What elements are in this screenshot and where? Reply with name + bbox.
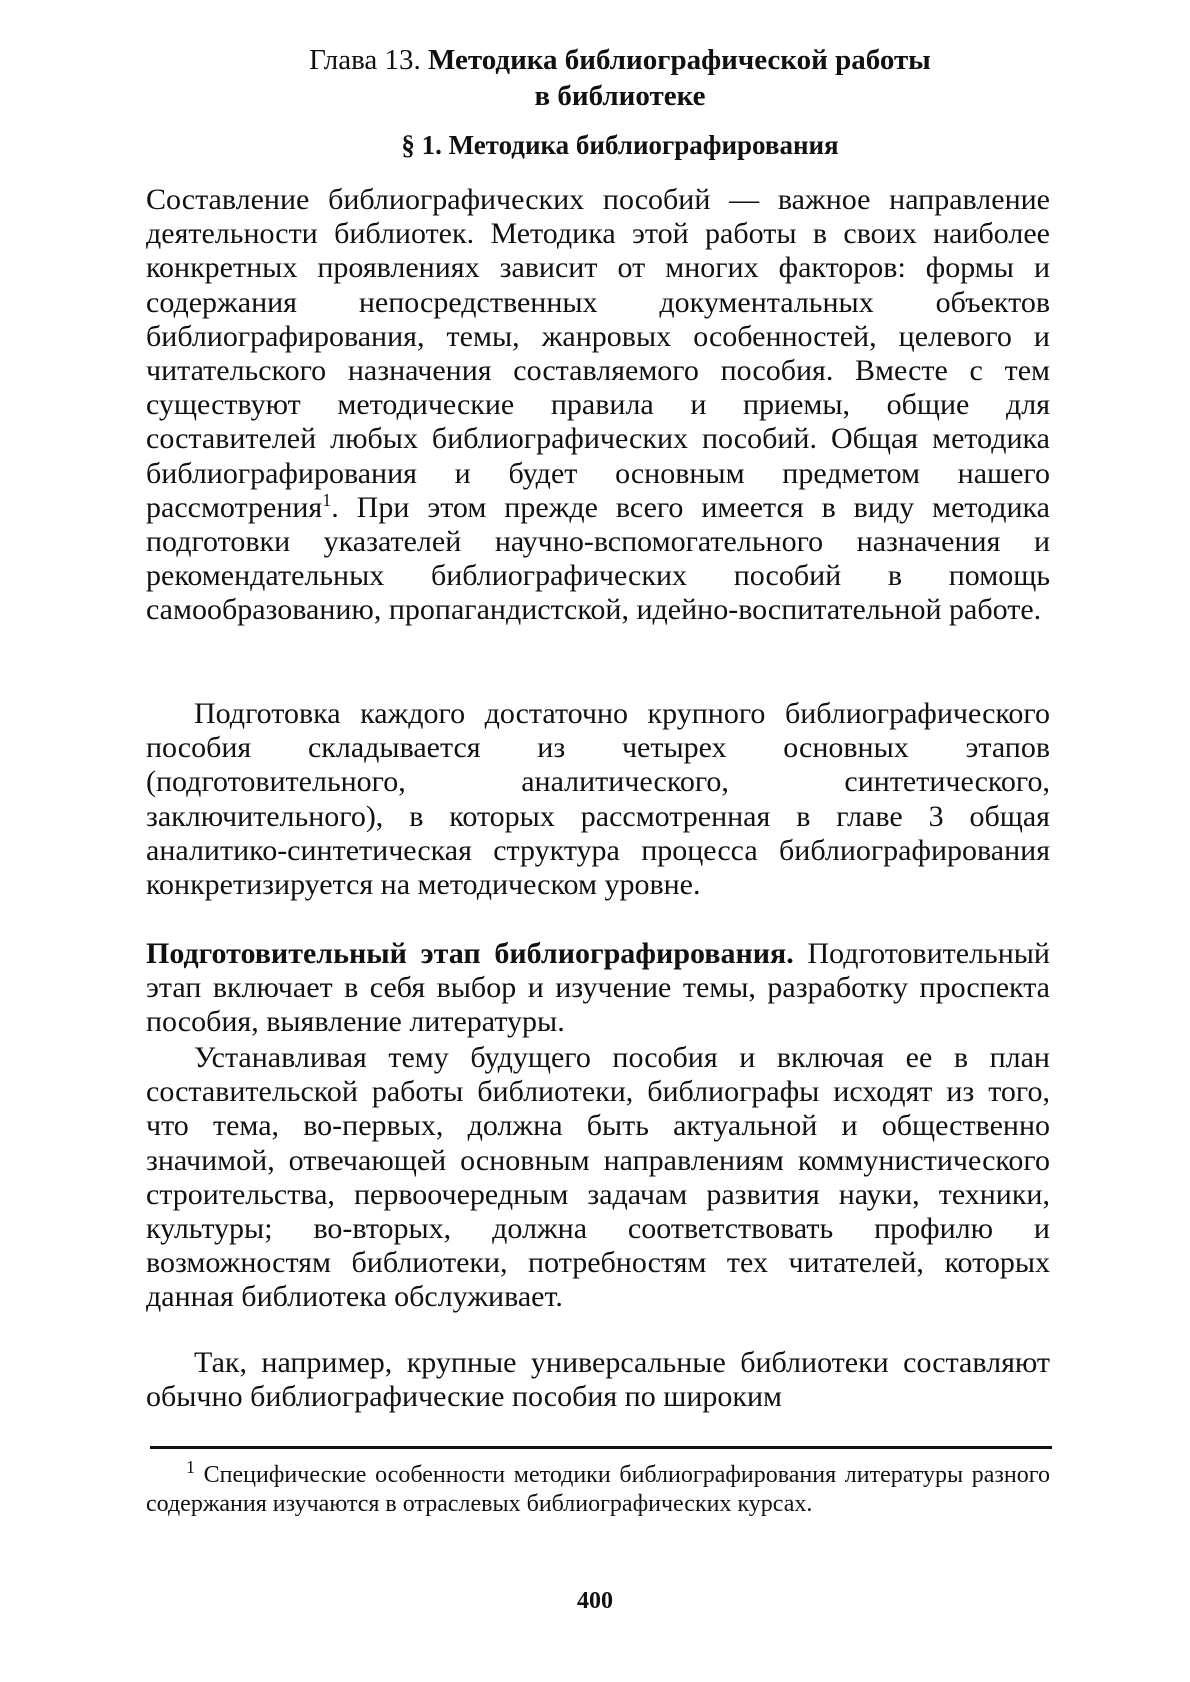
footnote-mark: 1 — [186, 1457, 195, 1477]
paragraph-2: Подготовка каждого достаточно крупного библиографического пособия складывается из четырех основных этапов (подготовительного, аналитического, синтетического, заключительного), в которых рассмотренная в главе 3 общая аналитико-синтетическая структура процесса библиографирования конкретизируется на методическом уровне. — [146, 697, 1050, 902]
paragraph-1 — [146, 183, 1050, 628]
chapter-title-line1: Методика библиографической работы — [428, 44, 931, 76]
chapter-label: Глава 13. — [309, 44, 421, 76]
paragraph-1-text: Составление библиографических пособий — важное направление деятельности библиотек. Методика этой работы в своих наиболее конкретных проявлениях зависит от многих факторов: формы и содержания непосредственных документальных объектов библиографирования, темы, жанровых особенностей, целевого и читательского назначения составляемого пособия. Вместе с тем существуют методические правила и приемы, общие для составителей любых библиографических пособий. Общая методика библиографирования и будет основным предметом нашего рассмотрения — [146, 183, 1050, 524]
page-number: 400 — [577, 1588, 613, 1614]
paragraph-5: Так, например, крупные универсальные библиотеки составляют обычно библиографические пособия по широким — [146, 1346, 1050, 1414]
paragraph-1-text-after: . При этом прежде всего имеется в виду методика подготовки указателей научно-вспомогательного назначения и рекомендательных библиографических пособий в помощь самообразованию, пропагандистской, идейно-воспитательной работе. — [146, 490, 1050, 627]
chapter-heading — [210, 42, 1030, 114]
paragraph-3-text: Подготовительный этап включает в себя выбор и изучение темы, разработку проспекта пособия, выявление литературы. — [146, 937, 1050, 1039]
footnote-divider — [150, 1446, 1052, 1449]
section-heading: § 1. Методика библиографирования — [401, 130, 839, 160]
paragraph-4: Устанавливая тему будущего пособия и включая ее в план составительской работы библиотеки, библиографы исходят из того, что тема, во-первых, должна быть актуальной и общественно значимой, отвечающей основным направлениям коммунистического строительства, первоочередным задачам развития науки, техники, культуры; во-вторых, должна соответствовать профилю и возможностям библиотеки, потребностям тех читателей, которых данная библиотека обслуживает. — [146, 1041, 1050, 1314]
footnote — [146, 1457, 1050, 1519]
footnote-reference: 1 — [322, 489, 332, 510]
paragraph-3 — [146, 937, 1050, 1040]
footnote-text: Специфические особенности методики библиографирования литературы разного содержания изучаются в отраслевых библиографических курсах. — [146, 1462, 1050, 1517]
chapter-title-line2: в библиотеке — [534, 80, 706, 112]
run-in-heading: Подготовительный этап библиографирования. — [146, 937, 794, 970]
